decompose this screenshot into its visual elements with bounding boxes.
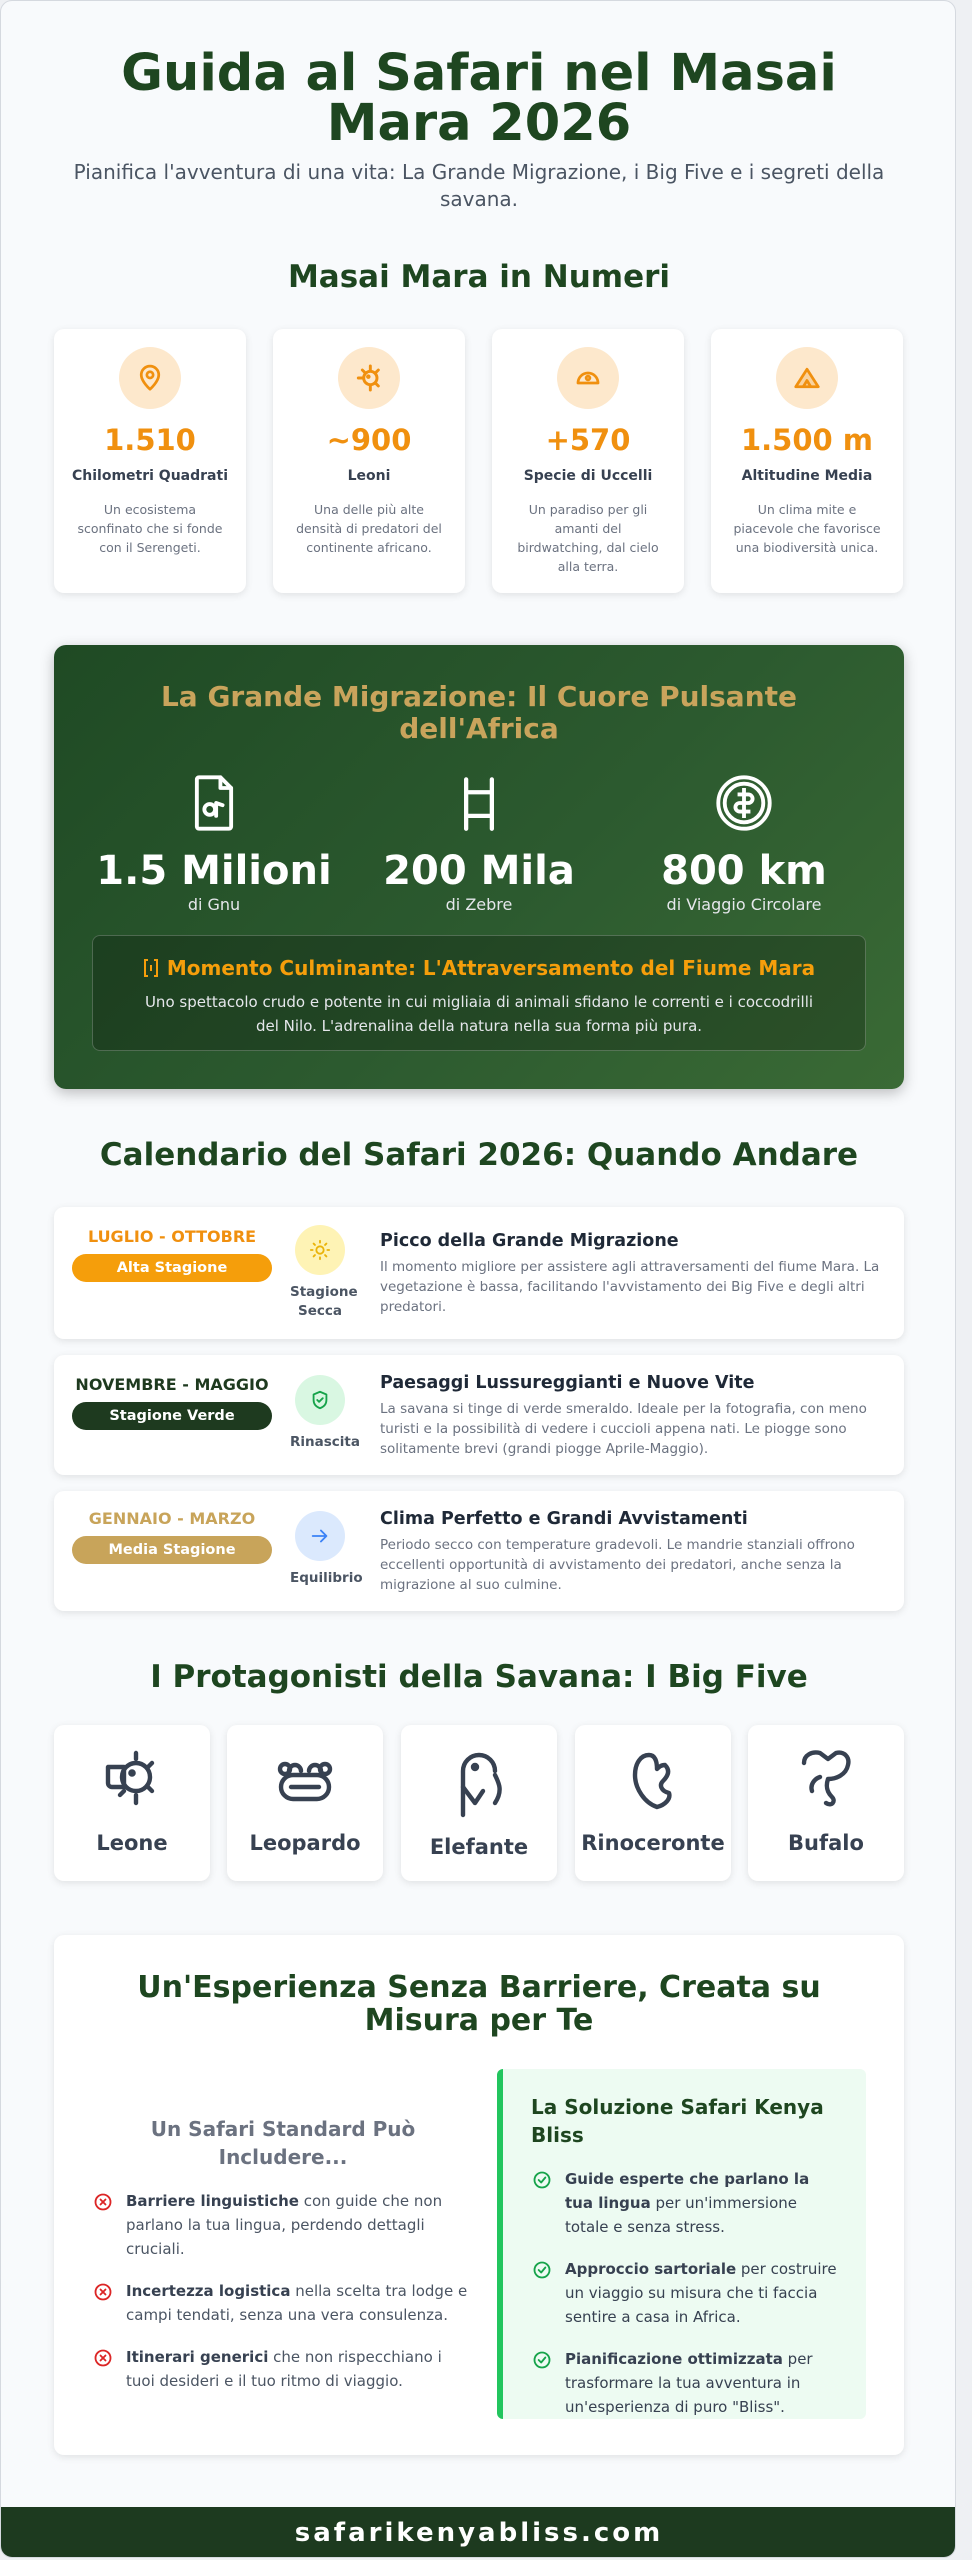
compass-icon	[714, 773, 774, 833]
migration-stat-km	[614, 773, 874, 914]
bliss-solution-title: La Soluzione Safari Kenya Bliss	[531, 2095, 824, 2147]
migration-highlight-heading	[93, 956, 865, 980]
big-five-card-leopard	[227, 1725, 383, 1881]
calendar-row-green-season	[54, 1355, 904, 1475]
big-five-card-lion	[54, 1725, 210, 1881]
migration-stat-zebre	[349, 773, 609, 914]
bliss-solution-column	[497, 2069, 866, 2419]
standard-item-text: Incertezza logistica nella scelta tra lodge e campi tendati, senza una vera consulenza.	[126, 2282, 468, 2324]
standard-item	[92, 2279, 474, 2327]
bliss-item	[531, 2347, 838, 2419]
calendar-icon-label: Stagione Secca	[290, 1284, 358, 1319]
bliss-item	[531, 2167, 838, 2239]
calendar-row-mid-season	[54, 1491, 904, 1611]
calendar-season	[72, 1509, 272, 1564]
bracket-icon	[143, 958, 159, 978]
bird-icon	[557, 347, 619, 409]
migration-highlight-title: Momento Culminante: L'Attraversamento del Fiume Mara	[166, 956, 816, 980]
big-five-card-buffalo	[748, 1725, 904, 1881]
migration-stat-label: di Viaggio Circolare	[666, 895, 822, 914]
big-five-card-rhino	[575, 1725, 731, 1881]
standard-item-text: Barriere linguistiche con guide che non parlano la tua lingua, perdendo dettagli cruciali.	[126, 2192, 443, 2258]
file-icon	[188, 773, 240, 833]
stat-value: 1.510	[104, 423, 196, 457]
calendar-icon-group	[290, 1511, 363, 1588]
calendar-months: NOVEMBRE - MAGGIO	[75, 1375, 269, 1394]
lion-icon	[100, 1747, 164, 1815]
calendar-heading: Paesaggi Lussureggianti e Nuove Vite	[380, 1373, 755, 1393]
calendar-heading: Picco della Grande Migrazione	[380, 1231, 679, 1251]
stat-description: Un paradiso per gli amanti del birdwatching, dal cielo alla terra.	[517, 502, 659, 574]
page-title: Guida al Safari nel Masai Mara 2026	[121, 44, 837, 153]
standard-item	[92, 2345, 474, 2393]
calendar-icon-group	[290, 1225, 358, 1321]
x-circle-icon	[92, 2192, 114, 2212]
big-five-label: Rinoceronte	[581, 1831, 725, 1855]
stat-label: Leoni	[347, 468, 391, 484]
season-badge: Media Stagione	[72, 1536, 272, 1564]
x-circle-icon	[92, 2348, 114, 2368]
arrow-right-icon	[295, 1511, 345, 1561]
calendar-row-high-season	[54, 1207, 904, 1339]
stat-value: ~900	[326, 423, 412, 457]
big-five-label: Leopardo	[249, 1831, 361, 1855]
stat-description: Un clima mite e piacevole che favorisce una biodiversità unica.	[733, 502, 881, 555]
migration-stat-label: di Gnu	[187, 895, 241, 914]
standard-safari-column	[92, 2115, 474, 2393]
calendar-icon-label: Equilibrio	[290, 1570, 363, 1586]
lion-icon	[338, 347, 400, 409]
big-five-card-elephant	[401, 1725, 557, 1881]
stat-card-birds	[492, 329, 684, 593]
x-circle-icon	[92, 2282, 114, 2302]
migration-panel	[54, 645, 904, 1089]
migration-stat-value: 200 Mila	[383, 848, 575, 894]
rhino-icon	[621, 1747, 685, 1815]
page-subtitle: Pianifica l'avventura di una vita: La Grande Migrazione, i Big Five e i segreti della savana.	[73, 160, 885, 211]
experience-title: Un'Esperienza Senza Barriere, Creata su Misura per Te	[137, 1970, 821, 2038]
stat-label: Chilometri Quadrati	[72, 468, 228, 484]
big-five-label: Elefante	[429, 1835, 529, 1859]
shield-icon	[295, 1375, 345, 1425]
calendar-section-title: Calendario del Safari 2026: Quando Andare	[99, 1137, 859, 1173]
fence-icon	[453, 773, 505, 833]
check-circle-icon	[531, 2350, 553, 2370]
calendar-text	[380, 1373, 886, 1459]
stat-card-lions	[273, 329, 465, 593]
mountain-icon	[776, 347, 838, 409]
bliss-item-text: Approccio sartoriale per costruire un viaggio su misura che ti faccia sentire a casa in Africa.	[565, 2260, 837, 2326]
calendar-text	[380, 1509, 886, 1595]
calendar-season	[72, 1227, 272, 1282]
calendar-season	[72, 1375, 272, 1430]
calendar-heading: Clima Perfetto e Grandi Avvistamenti	[380, 1509, 748, 1529]
migration-stat-value: 1.5 Milioni	[96, 848, 332, 894]
sun-icon	[295, 1225, 345, 1275]
bliss-item-text: Pianificazione ottimizzata per trasformare la tua avventura in un'esperienza di puro "Bliss".	[565, 2350, 813, 2416]
experience-card	[54, 1935, 904, 2455]
calendar-icon-group	[290, 1375, 360, 1452]
migration-stat-value: 800 km	[661, 848, 827, 894]
stat-description: Una delle più alte densità di predatori del continente africano.	[296, 502, 442, 555]
migration-stat-gnu	[84, 773, 344, 914]
season-badge: Stagione Verde	[72, 1402, 272, 1430]
footer-website: safarikenyabliss.com	[1, 2507, 956, 2558]
stat-label: Specie di Uccelli	[523, 468, 653, 484]
standard-item-text: Itinerari generici che non rispecchiano i tuoi desideri e il tuo ritmo di viaggio.	[126, 2348, 442, 2390]
bliss-item	[531, 2257, 838, 2329]
bliss-item-text: Guide esperte che parlano la tua lingua per un'immersione totale e senza stress.	[565, 2170, 810, 2236]
stat-value: 1.500 m	[740, 423, 874, 457]
migration-stat-label: di Zebre	[445, 895, 513, 914]
elephant-icon	[447, 1747, 511, 1819]
stat-card-altitude	[711, 329, 903, 593]
stat-value: +570	[545, 423, 631, 457]
calendar-description: Periodo secco con temperature gradevoli. Le mandrie stanziali offrono eccellenti opportunità di avvistamento dei predatori, anche senza la migrazione al suo culmine.	[380, 1537, 855, 1593]
migration-highlight-box	[92, 935, 866, 1051]
map-pin-icon	[119, 347, 181, 409]
stat-card-area	[54, 329, 246, 593]
check-circle-icon	[531, 2170, 553, 2190]
standard-safari-title: Un Safari Standard Può Includere...	[150, 2117, 416, 2169]
buffalo-icon	[794, 1747, 858, 1815]
numbers-section-title: Masai Mara in Numeri	[287, 259, 671, 295]
standard-item	[92, 2189, 474, 2261]
calendar-icon-label: Rinascita	[290, 1434, 360, 1450]
stat-description: Un ecosistema sconfinato che si fonde con il Serengeti.	[77, 502, 223, 555]
calendar-description: La savana si tinge di verde smeraldo. Ideale per la fotografia, con meno turisti e la possibilità di vedere i cuccioli appena nati. Le piogge sono solitamente brevi (grandi piogge Aprile-Maggio).	[380, 1401, 867, 1457]
big-five-section-title: I Protagonisti della Savana: I Big Five	[150, 1659, 808, 1695]
check-circle-icon	[531, 2260, 553, 2280]
big-five-label: Leone	[96, 1831, 168, 1855]
leopard-icon	[271, 1747, 339, 1815]
calendar-description: Il momento migliore per assistere agli attraversamenti del fiume Mara. La vegetazione è bassa, facilitando l'avvistamento dei Big Five e degli altri predatori.	[380, 1259, 880, 1315]
calendar-months: LUGLIO - OTTOBRE	[87, 1227, 257, 1246]
migration-title: La Grande Migrazione: Il Cuore Pulsante dell'Africa	[160, 680, 798, 745]
calendar-months: GENNAIO - MARZO	[88, 1509, 256, 1528]
big-five-label: Bufalo	[788, 1831, 864, 1855]
season-badge: Alta Stagione	[72, 1254, 272, 1282]
calendar-text	[380, 1231, 886, 1317]
migration-highlight-text: Uno spettacolo crudo e potente in cui migliaia di animali sfidano le correnti e i coccodrilli del Nilo. L'adrenalina della natura nella sua forma più pura.	[144, 993, 814, 1035]
stat-label: Altitudine Media	[741, 468, 873, 484]
